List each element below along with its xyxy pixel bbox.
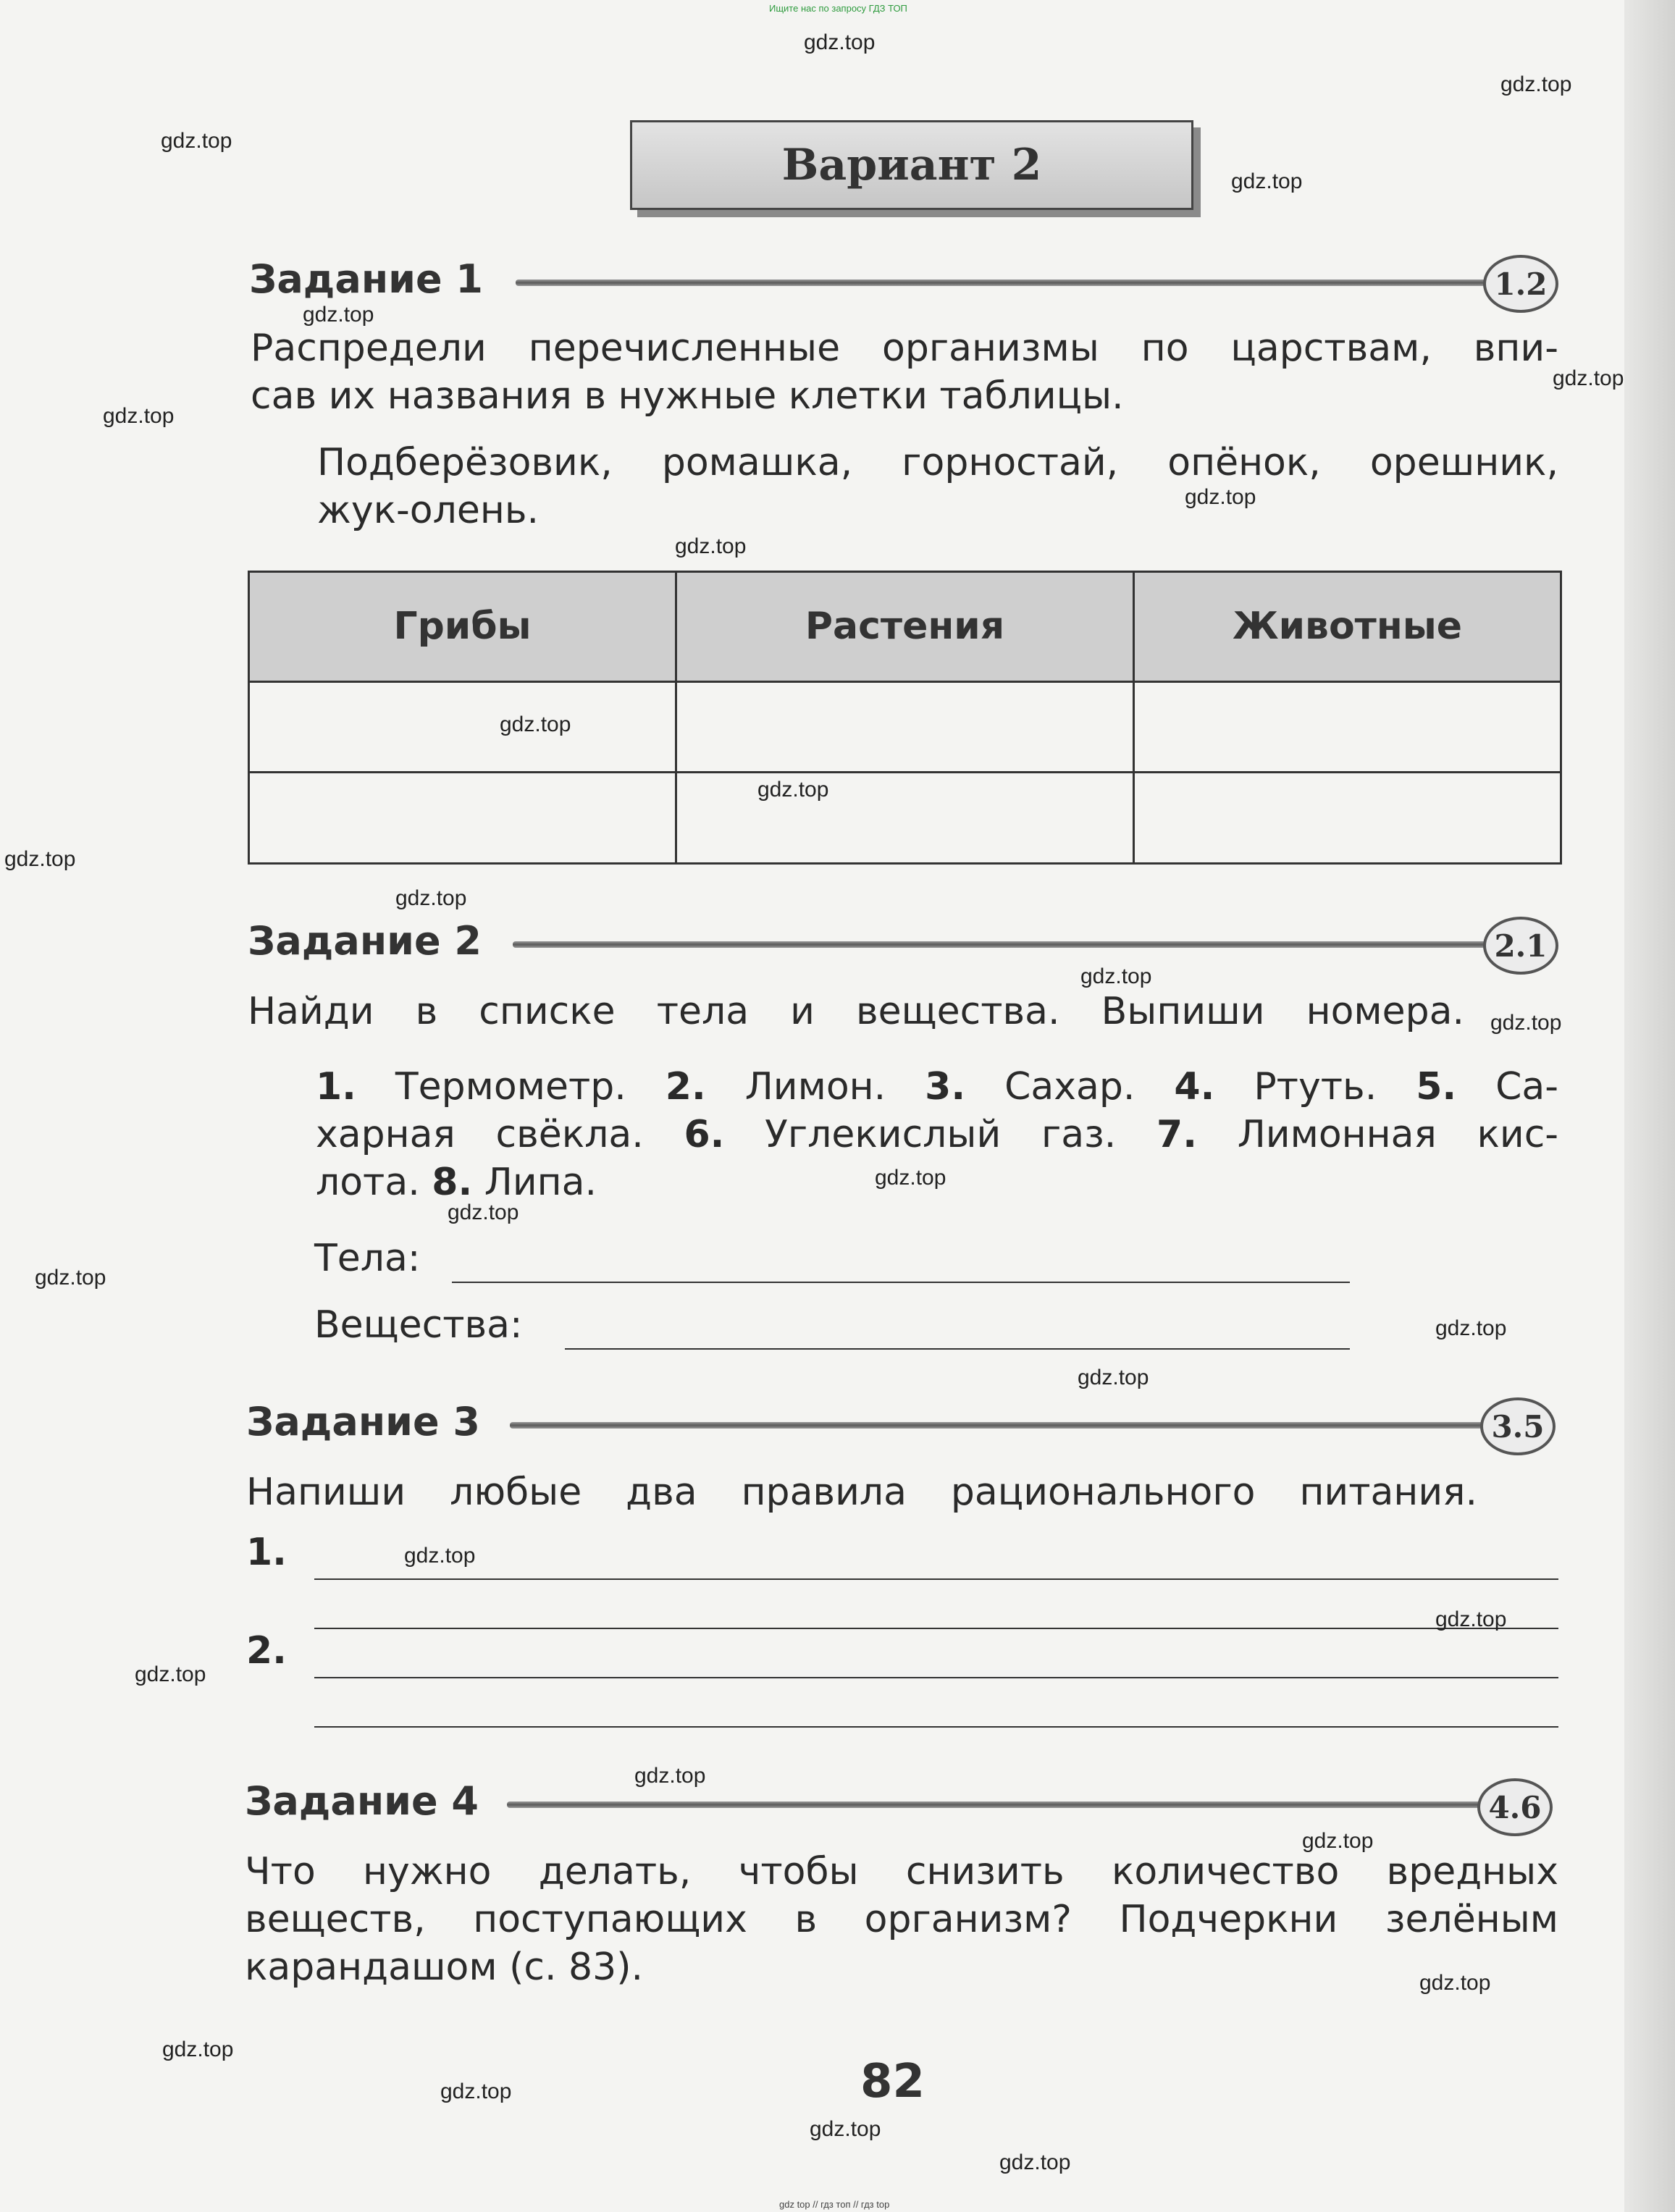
fungi-cell-1[interactable] (249, 681, 676, 773)
rule-1-label: 1. (246, 1531, 287, 1574)
substances-label: Вещества: (314, 1303, 523, 1347)
item-text: лота. (316, 1161, 420, 1204)
task-4-title: Задание 4 (245, 1778, 479, 1824)
kingdoms-table (248, 571, 1562, 865)
item-text: Липа. (484, 1161, 597, 1204)
task-2-text (248, 988, 1464, 1035)
variant-title: Вариант 2 (630, 120, 1193, 210)
rule-1-answer-line[interactable] (314, 1578, 1558, 1580)
watermark: gdz.top (1078, 1366, 1149, 1389)
task-3-text (246, 1468, 1477, 1516)
watermark: gdz.top (303, 303, 374, 327)
watermark: gdz.top (810, 2117, 881, 2141)
bodies-answer-line[interactable] (452, 1282, 1350, 1283)
page-number: 82 (860, 2055, 925, 2108)
task-3-rule (510, 1422, 1485, 1429)
top-note: Ищите нас по запросу ГДЗ ТОП (769, 3, 907, 14)
watermark: gdz.top (804, 30, 876, 54)
task-4-text-line-3: карандашом (с. 83). (245, 1946, 644, 1989)
task-2-rule (513, 941, 1486, 948)
task-2-list-line-2 (316, 1111, 1558, 1158)
item-number: 1. (316, 1065, 356, 1109)
task-1-text-line-1: Распредели перечисленные организмы по царствам, впи- (251, 327, 1558, 370)
watermark: gdz.top (1553, 366, 1624, 390)
task-4-text-line-1: Что нужно делать, чтобы снизить количество вредных (245, 1850, 1558, 1893)
task-1-text-line-2: сав их названия в нужные клетки таблицы. (251, 374, 1124, 418)
task-4-rule (507, 1801, 1483, 1808)
task-1-list-line-2: жук-олень. (317, 489, 540, 532)
watermark: gdz.top (135, 1662, 206, 1686)
task-2-instruction: Найди в списке тела и вещества. Выпиши номера. (248, 990, 1464, 1033)
rule-1-answer-line-2[interactable] (314, 1628, 1558, 1629)
bodies-label: Тела: (314, 1237, 421, 1280)
watermark: gdz.top (634, 1764, 706, 1788)
item-text: Лимонная кис- (1237, 1113, 1559, 1156)
watermark: gdz.top (1080, 964, 1152, 988)
table-header-row (249, 572, 1561, 682)
watermark: gdz.top (757, 778, 829, 802)
watermark: gdz.top (161, 129, 232, 153)
watermark: gdz.top (875, 1166, 946, 1190)
animals-cell-2[interactable] (1134, 773, 1561, 864)
watermark: gdz.top (500, 712, 571, 736)
item-number: 4. (1174, 1065, 1215, 1109)
task-2-badge: 2.1 (1483, 917, 1558, 975)
watermark: gdz.top (1435, 1607, 1507, 1631)
watermark: gdz.top (1419, 1971, 1491, 1995)
watermark: gdz.top (1500, 72, 1572, 96)
task-4-text-line-2: веществ, поступающих в организм? Подчеркни зелёным (245, 1898, 1558, 1941)
rule-2-label: 2. (246, 1629, 287, 1673)
item-text: Углекислый газ. (765, 1113, 1117, 1156)
item-text: Термометр. (395, 1065, 626, 1109)
task-1-rule (516, 279, 1486, 286)
item-number: 8. (432, 1161, 473, 1204)
watermark: gdz.top (4, 847, 76, 871)
header-plants: Растения (676, 572, 1134, 682)
rule-2-answer-line[interactable] (314, 1677, 1558, 1678)
item-text: Лимон. (744, 1065, 886, 1109)
watermark: gdz.top (1302, 1829, 1374, 1853)
item-number: 2. (665, 1065, 706, 1109)
item-number: 6. (684, 1113, 725, 1156)
item-text: харная свёкла. (316, 1113, 644, 1156)
substances-answer-line[interactable] (565, 1348, 1350, 1350)
task-1-organism-list (317, 439, 1558, 534)
watermark: gdz.top (999, 2150, 1071, 2174)
page-edge-shadow (1624, 0, 1675, 2212)
watermark: gdz.top (675, 534, 747, 558)
item-number: 5. (1416, 1065, 1457, 1109)
table-row (249, 773, 1561, 864)
watermark: gdz.top (1185, 485, 1256, 509)
watermark: gdz.top (448, 1200, 519, 1224)
task-1-text (251, 324, 1558, 420)
item-text: Сахар. (1004, 1065, 1135, 1109)
plants-cell-1[interactable] (676, 681, 1134, 773)
watermark: gdz.top (1435, 1316, 1507, 1340)
watermark: gdz.top (162, 2038, 234, 2061)
task-1-badge: 1.2 (1483, 255, 1558, 313)
header-fungi: Грибы (249, 572, 676, 682)
table-row (249, 681, 1561, 773)
item-number: 3. (925, 1065, 966, 1109)
task-3-title: Задание 3 (246, 1399, 480, 1444)
rule-2-answer-line-2[interactable] (314, 1726, 1558, 1728)
item-number: 7. (1156, 1113, 1197, 1156)
watermark: gdz.top (103, 404, 175, 428)
item-text: Са- (1495, 1065, 1559, 1109)
task-3-instruction: Напиши любые два правила рационального питания. (246, 1471, 1477, 1514)
task-2-list-line-1 (316, 1063, 1558, 1111)
task-1-title: Задание 1 (249, 256, 483, 302)
watermark: gdz.top (404, 1544, 476, 1568)
task-1-list-line-1: Подберёзовик, ромашка, горностай, опёнок, орешник, (317, 441, 1558, 484)
watermark: gdz.top (35, 1266, 106, 1290)
task-4-badge: 4.6 (1477, 1778, 1553, 1836)
watermark: gdz.top (1490, 1011, 1562, 1035)
watermark: gdz.top (440, 2079, 512, 2103)
task-4-text (245, 1848, 1558, 1991)
watermark: gdz.top (1231, 169, 1303, 193)
bottom-note: gdz top // гдз топ // гдз top (779, 2199, 890, 2210)
task-2-title: Задание 2 (248, 918, 482, 964)
animals-cell-1[interactable] (1134, 681, 1561, 773)
item-text: Ртуть. (1254, 1065, 1377, 1109)
plants-cell-2[interactable] (676, 773, 1134, 864)
watermark: gdz.top (395, 886, 467, 910)
fungi-cell-2[interactable] (249, 773, 676, 864)
task-3-badge: 3.5 (1480, 1397, 1556, 1455)
header-animals: Животные (1134, 572, 1561, 682)
